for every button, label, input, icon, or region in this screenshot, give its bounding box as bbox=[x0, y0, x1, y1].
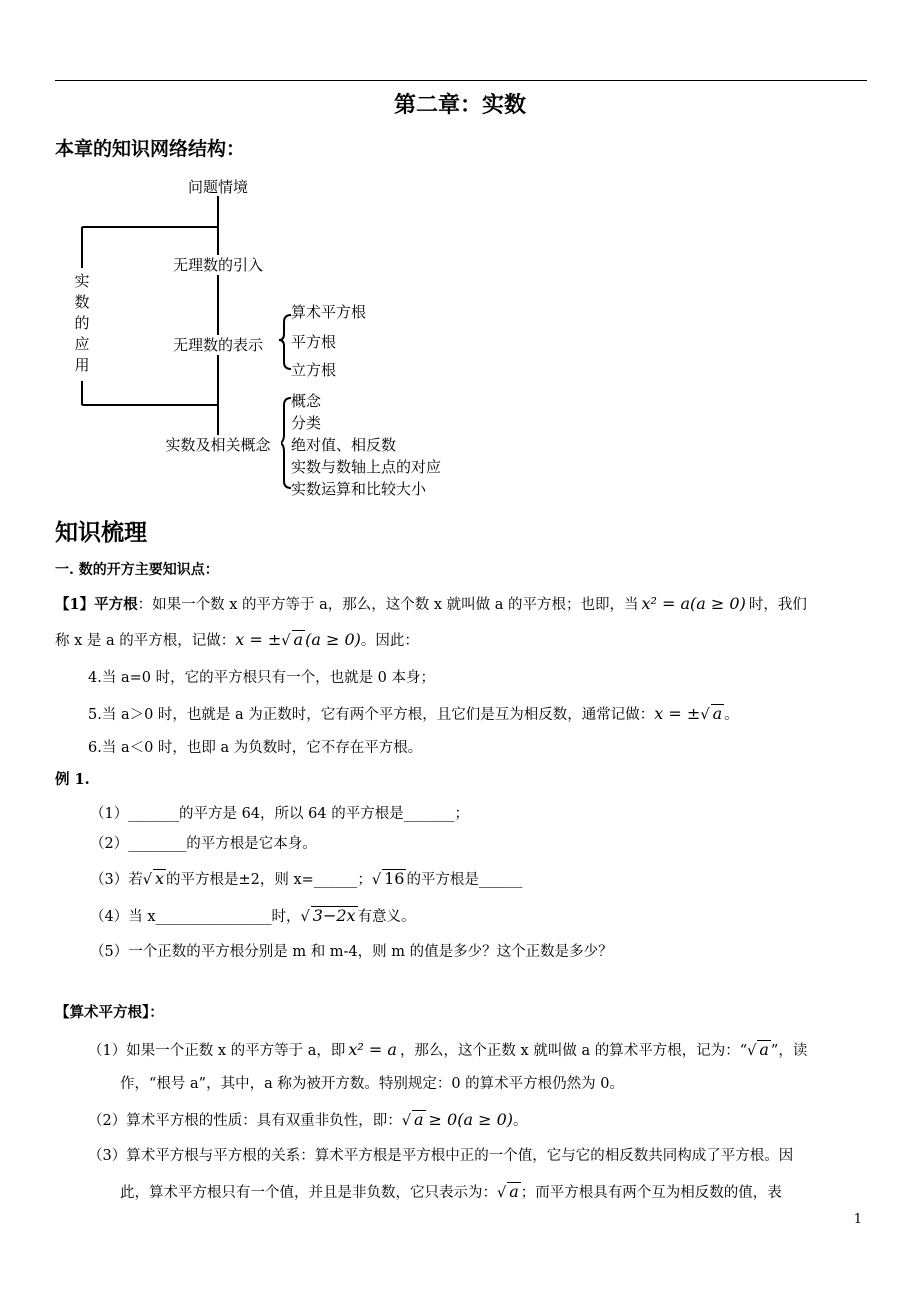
example-3-text2: 的平方根是±2，则 x=______； bbox=[166, 872, 372, 888]
left-label-char-1: 实 bbox=[74, 272, 90, 290]
example-4: （4）当 x________________时，√ 3−2x 有意义。 bbox=[90, 906, 416, 925]
step3-item-5: 实数运算和比较大小 bbox=[291, 480, 427, 498]
example-4-radicand: 3−2x bbox=[312, 906, 356, 925]
sqrt-def-text2: 时，我们 bbox=[748, 597, 807, 613]
example-label: 例 1. bbox=[55, 771, 90, 788]
step3-item-1: 概念 bbox=[291, 392, 322, 410]
sqrt-def-tag: 【1】平方根 bbox=[55, 596, 138, 613]
page-number: 1 bbox=[853, 1212, 862, 1227]
chapter-title: 第二章：实数 bbox=[393, 93, 526, 118]
example-4-text1: （4）当 x________________时， bbox=[90, 909, 301, 925]
example-3-text1: （3）若 bbox=[90, 872, 143, 888]
arith-p3-text2: ；而平方根具有两个互为相反数的值，表 bbox=[520, 1185, 782, 1201]
case-a-negative: 6.当 a＜0 时，也即 a 为负数时，它不存在平方根。 bbox=[88, 740, 423, 756]
brace-step2 bbox=[279, 315, 291, 369]
step3-item-4: 实数与数轴上点的对应 bbox=[291, 458, 442, 476]
sqrt-def-equation: x² = a(a ≥ 0) bbox=[641, 594, 746, 613]
example-3: （3）若√ x 的平方根是±2，则 x=______；√ 16 的平方根是______ bbox=[90, 869, 523, 888]
example-1: （1）_______的平方是 64，所以 64 的平方根是_______； bbox=[90, 806, 469, 822]
arith-p2-text1: （2）算术平方根的性质：具有双重非负性，即： bbox=[88, 1113, 402, 1129]
sqrt-def-text1: ：如果一个数 x 的平方等于 a，那么，这个数 x 就叫做 a 的平方根；也即，当 bbox=[137, 597, 639, 613]
left-label-char-4: 应 bbox=[74, 335, 90, 353]
network-heading: 本章的知识网络结构： bbox=[55, 138, 246, 160]
arith-p3-line1: （3）算术平方根与平方根的关系：算术平方根是平方根中正的一个值，它与它的相反数共同构成了平方根。因 bbox=[88, 1148, 794, 1164]
sqrt-def-text3: 称 x 是 a 的平方根，记做： bbox=[55, 633, 236, 649]
arith-p1-text3: ”，读 bbox=[770, 1043, 808, 1059]
diagram-step1-node: 无理数的引入 bbox=[172, 256, 264, 274]
arith-p1-radicand: a bbox=[759, 1040, 769, 1059]
arith-p1-text2: ，那么，这个正数 x 就叫做 a 的算术平方根，记为：“ bbox=[399, 1043, 748, 1059]
step3-item-2: 分类 bbox=[291, 414, 322, 432]
arith-p1-equation: x² = a bbox=[348, 1040, 397, 1059]
sqrt-def-line2: 称 x 是 a 的平方根，记做：x = ±√ a (a ≥ 0)。因此： bbox=[55, 630, 419, 649]
arith-p1-text1: （1）如果一个正数 x 的平方等于 a，即 bbox=[88, 1043, 346, 1059]
case-a-positive-text: 5.当 a＞0 时，也就是 a 为正数时，它有两个平方根，且它们是互为相反数，通常记做： bbox=[88, 707, 655, 723]
sqrt-notation-radicand: a bbox=[293, 630, 304, 649]
arith-p1-line2: 作，“根号 a”，其中，a 称为被开方数。特别规定：0 的算术平方根仍然为 0。 bbox=[120, 1076, 624, 1092]
left-label-char-3: 的 bbox=[74, 314, 90, 332]
arith-p3-radicand: a bbox=[509, 1182, 519, 1201]
step2-item-1: 算术平方根 bbox=[291, 303, 367, 321]
arith-p3-text1: 此，算术平方根只有一个值，并且是非负数，它只表示为： bbox=[120, 1185, 497, 1201]
diagram-step2-node: 无理数的表示 bbox=[172, 336, 264, 354]
step3-item-3: 绝对值、相反数 bbox=[291, 436, 397, 454]
sqrt-notation-pre: x = ± bbox=[235, 630, 282, 649]
example-3-radicand-16: 16 bbox=[384, 869, 405, 888]
example-3-radicand-x: x bbox=[154, 869, 165, 888]
case5-end: 。 bbox=[724, 707, 739, 723]
step2-item-3: 立方根 bbox=[291, 361, 337, 379]
header-rule bbox=[55, 80, 867, 81]
arith-p2-text2: 。 bbox=[512, 1113, 528, 1129]
left-label-char-5: 用 bbox=[74, 356, 90, 374]
example-2: （2）________的平方根是它本身。 bbox=[90, 836, 317, 852]
section1-heading: 一. 数的开方主要知识点： bbox=[55, 562, 219, 578]
case5-eq-radicand: a bbox=[712, 704, 723, 723]
sqrt-notation-post: (a ≥ 0) bbox=[305, 630, 361, 649]
arith-heading: 【算术平方根】： bbox=[55, 1004, 164, 1021]
case-a-zero: 4.当 a=0 时，它的平方根只有一个，也就是 0 本身； bbox=[88, 670, 436, 686]
arith-p2-equation: ≥ 0(a ≥ 0) bbox=[428, 1110, 513, 1129]
case5-eq-pre: x = ± bbox=[654, 704, 701, 723]
sqrt-def-text4: 。因此： bbox=[360, 633, 419, 649]
sqrt-def-line1 bbox=[55, 594, 807, 615]
diagram-top-node: 问题情境 bbox=[187, 178, 249, 196]
case-a-positive: 5.当 a＞0 时，也就是 a 为正数时，它有两个平方根，且它们是互为相反数，通常记做：x = ±√ a 。 bbox=[88, 704, 739, 723]
example-3-text3: 的平方根是______ bbox=[406, 872, 523, 888]
diagram-step3-node: 实数及相关概念 bbox=[165, 436, 271, 454]
example-5: （5）一个正数的平方根分别是 m 和 m-4，则 m 的值是多少？这个正数是多少？ bbox=[90, 944, 613, 960]
arith-p3-line2: 此，算术平方根只有一个值，并且是非负数，它只表示为：√ a ；而平方根具有两个互为相反数的值，表 bbox=[120, 1182, 782, 1201]
left-label-char-2: 数 bbox=[74, 293, 90, 311]
knowledge-network-diagram bbox=[55, 170, 475, 510]
diagram-left-label bbox=[74, 272, 89, 374]
example-4-text2: 有意义。 bbox=[357, 909, 416, 925]
arith-p2: （2）算术平方根的性质：具有双重非负性，即：√ a ≥ 0(a ≥ 0)。 bbox=[88, 1110, 528, 1129]
arith-p1-line1: （1）如果一个正数 x 的平方等于 a，即 x² = a ，那么，这个正数 x 就叫做 a 的算术平方根，记为：“√ a ”，读 bbox=[88, 1040, 808, 1059]
arith-p2-radicand: a bbox=[413, 1110, 424, 1129]
step2-item-2: 平方根 bbox=[291, 333, 337, 351]
knowledge-heading: 知识梳理 bbox=[55, 520, 147, 546]
